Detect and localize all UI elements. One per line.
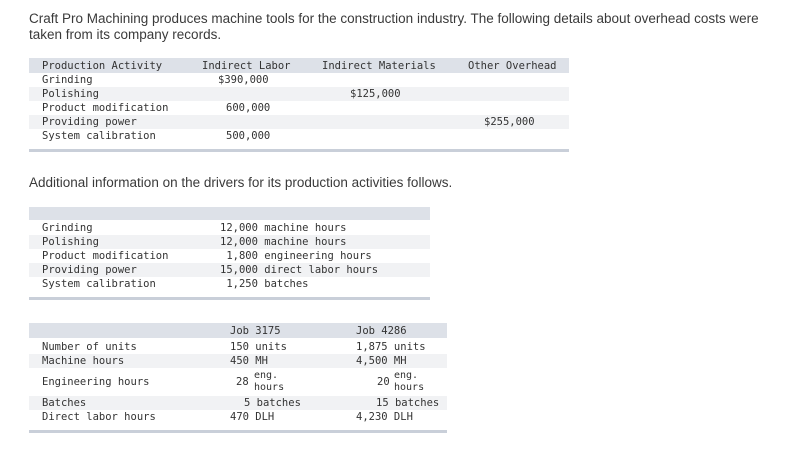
job2-units: 1,875 units	[356, 341, 426, 353]
job1-batches: 5 batches	[244, 397, 301, 409]
table-row	[29, 249, 430, 263]
header-other-overhead: Other Overhead	[468, 60, 557, 72]
job1-engineering-unit-line1: eng.	[254, 370, 279, 381]
table-row	[29, 340, 447, 354]
activity-drivers-table	[29, 207, 430, 302]
table-row	[29, 221, 430, 235]
drivers-header-background	[29, 207, 430, 220]
header-production-activity: Production Activity	[42, 60, 163, 72]
row-label-direct-labor-hours: Direct labor hours	[42, 411, 156, 423]
table-row	[29, 235, 430, 249]
row-label-units: Number of units	[42, 341, 137, 353]
additional-info-paragraph: Additional information on the drivers for its production activities follows.	[29, 175, 453, 190]
table-row	[29, 368, 447, 396]
activity-label: Providing power	[42, 264, 137, 276]
table-bottom-rule	[29, 297, 430, 300]
table-row	[29, 354, 447, 368]
overhead-cost-table	[29, 58, 569, 154]
driver-value: 1,250 batches	[220, 278, 309, 290]
activity-label: Polishing	[42, 88, 99, 100]
table-bottom-rule	[29, 430, 447, 433]
intro-paragraph: Craft Pro Machining produces machine tools for the construction industry. The following details about overhead costs were taken from its company records.	[29, 11, 759, 42]
table-row	[29, 87, 569, 101]
driver-value: 12,000 machine hours	[220, 236, 347, 248]
jobs-table	[29, 323, 447, 435]
row-label-machine-hours: Machine hours	[42, 355, 125, 367]
indirect-labor-value: $390,000	[218, 74, 269, 86]
job2-engineering-number: 20	[377, 376, 390, 388]
job2-engineering-unit-line1: eng.	[394, 370, 419, 381]
row-label-batches: Batches	[42, 397, 87, 409]
indirect-materials-value: $125,000	[350, 88, 401, 100]
activity-label: Grinding	[42, 74, 93, 86]
activity-label: System calibration	[42, 130, 156, 142]
indirect-labor-value: 500,000	[226, 130, 271, 142]
driver-value: 12,000 machine hours	[220, 222, 347, 234]
job2-batches: 15 batches	[376, 397, 440, 409]
job2-machine-hours: 4,500 MH	[356, 355, 407, 367]
job1-direct-labor-hours: 470 DLH	[230, 411, 275, 423]
row-label-engineering-hours: Engineering hours	[42, 376, 150, 388]
driver-value: 15,000 direct labor hours	[220, 264, 379, 276]
activity-label: Product modification	[42, 102, 169, 114]
table-row	[29, 263, 430, 277]
table-bottom-rule	[29, 149, 569, 152]
job2-engineering-unit-line2: hours	[394, 382, 425, 393]
table-row	[29, 101, 569, 115]
job1-engineering-number: 28	[236, 376, 249, 388]
activity-label: Grinding	[42, 222, 93, 234]
table-row	[29, 129, 569, 143]
activity-label: Providing power	[42, 116, 137, 128]
header-indirect-labor: Indirect Labor	[202, 60, 291, 72]
header-job-4286: Job 4286	[356, 325, 407, 337]
header-job-3175: Job 3175	[230, 325, 281, 337]
activity-label: System calibration	[42, 278, 156, 290]
table-row	[29, 277, 430, 291]
job1-units: 150 units	[230, 341, 287, 353]
driver-value: 1,800 engineering hours	[220, 250, 372, 262]
job1-machine-hours: 450 MH	[230, 355, 268, 367]
indirect-labor-value: 600,000	[226, 102, 271, 114]
header-indirect-materials: Indirect Materials	[322, 60, 436, 72]
job2-direct-labor-hours: 4,230 DLH	[356, 411, 413, 423]
table-row	[29, 410, 447, 424]
table-row	[29, 73, 569, 87]
activity-label: Polishing	[42, 236, 99, 248]
other-overhead-value: $255,000	[484, 116, 535, 128]
activity-label: Product modification	[42, 250, 169, 262]
table-row	[29, 115, 569, 129]
table-row	[29, 396, 447, 410]
job1-engineering-unit-line2: hours	[254, 382, 285, 393]
